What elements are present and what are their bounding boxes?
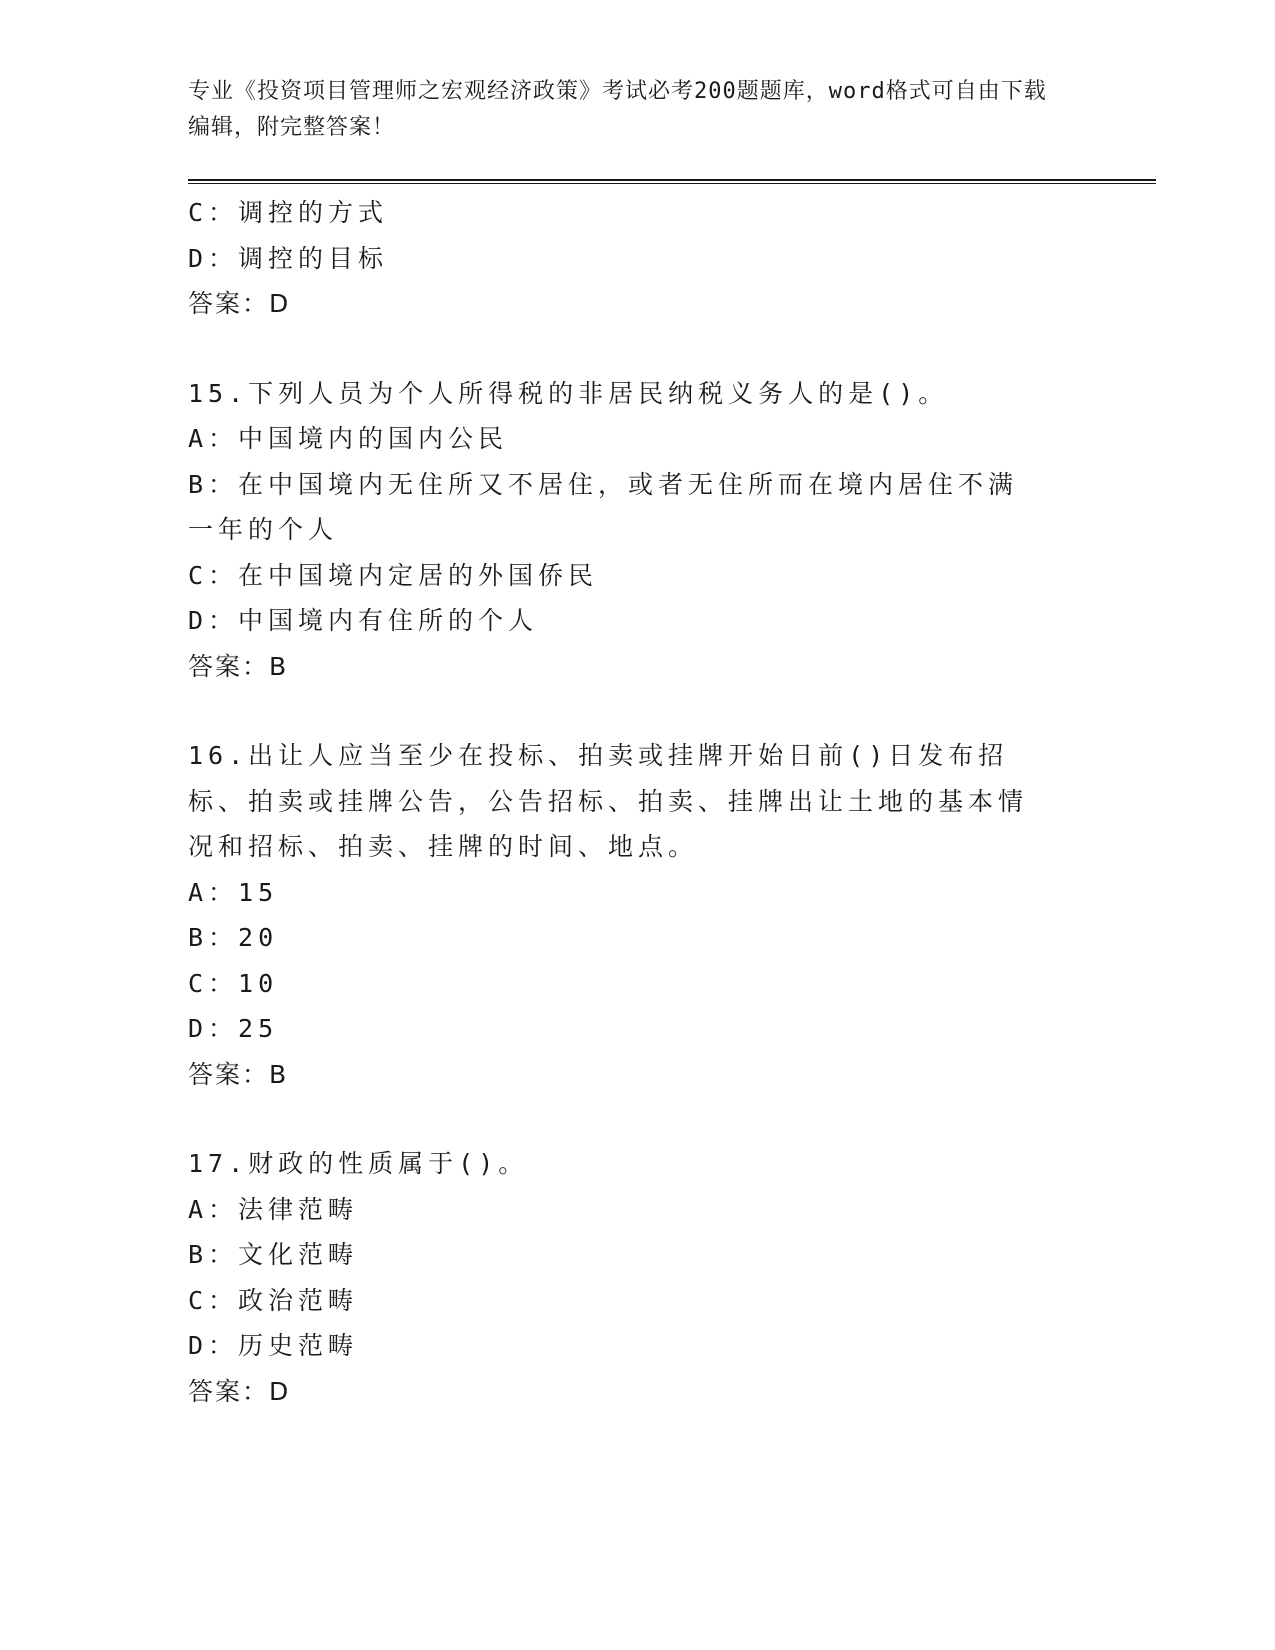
spacer bbox=[188, 689, 1088, 733]
option-a: A：中国境内的国内公民 bbox=[188, 424, 509, 453]
question-16 bbox=[188, 733, 1088, 1097]
header-title: 专业《投资项目管理师之宏观经济政策》考试必考200题题库，word格式可自由下载编辑，附完整答案！ bbox=[188, 79, 1047, 140]
question-stem: 15.下列人员为个人所得税的非居民纳税义务人的是()。 bbox=[188, 378, 949, 408]
question-15 bbox=[188, 371, 1088, 690]
option-c: C：10 bbox=[188, 968, 279, 998]
option-c: C：调控的方式 bbox=[188, 198, 389, 227]
question-list bbox=[188, 190, 1088, 1414]
question-14-tail bbox=[188, 190, 1088, 327]
option-b: B：在中国境内无住所又不居住，或者无住所而在境内居住不满一年的个人 bbox=[188, 469, 1019, 544]
answer-line: 答案：B bbox=[188, 1059, 289, 1089]
header-divider-thick bbox=[188, 179, 1156, 181]
header-divider-thin bbox=[188, 183, 1156, 184]
answer-line: 答案：D bbox=[188, 289, 291, 318]
option-a: A：法律范畴 bbox=[188, 1194, 359, 1224]
question-stem: 17.财政的性质属于()。 bbox=[188, 1149, 529, 1178]
spacer bbox=[188, 1097, 1088, 1141]
question-stem: 16.出让人应当至少在投标、拍卖或挂牌开始日前()日发布招标、拍卖或挂牌公告，公告招标、拍卖、挂牌出让土地的基本情况和招标、拍卖、挂牌的时间、地点。 bbox=[188, 741, 1029, 861]
option-d: D：调控的目标 bbox=[188, 243, 389, 273]
question-17 bbox=[188, 1141, 1088, 1414]
answer-line: 答案：D bbox=[188, 1376, 291, 1406]
option-c: C：在中国境内定居的外国侨民 bbox=[188, 560, 599, 590]
option-c: C：政治范畴 bbox=[188, 1285, 359, 1315]
option-b: B：20 bbox=[188, 923, 279, 952]
option-d: D：历史范畴 bbox=[188, 1331, 359, 1360]
option-d: D：25 bbox=[188, 1014, 279, 1043]
option-d: D：中国境内有住所的个人 bbox=[188, 606, 539, 635]
spacer bbox=[188, 327, 1088, 371]
answer-line: 答案：B bbox=[188, 651, 289, 681]
option-a: A：15 bbox=[188, 877, 279, 907]
document-header bbox=[188, 74, 1068, 146]
option-b: B：文化范畴 bbox=[188, 1240, 359, 1269]
